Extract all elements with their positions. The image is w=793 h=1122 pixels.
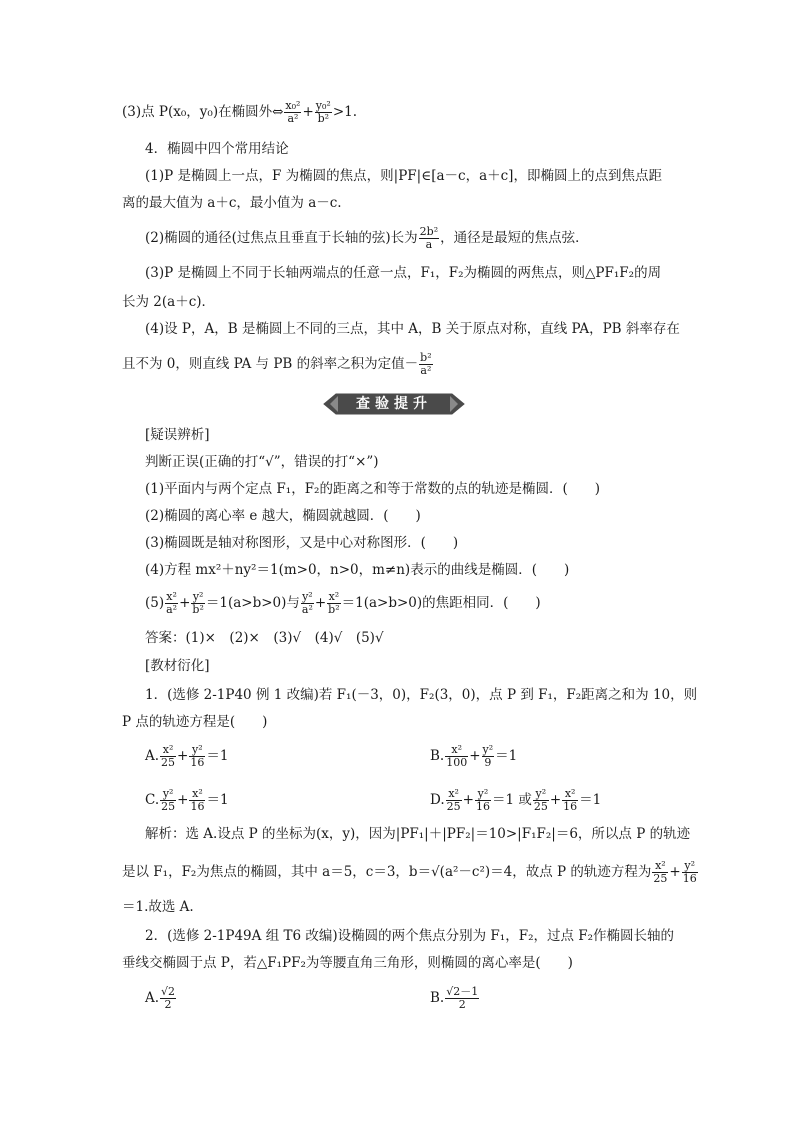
plus: + <box>177 792 189 808</box>
option-letter: B. <box>430 990 445 1006</box>
quiz-item-3: (3)椭圆既是轴对称图形，又是中心对称图形．( ) <box>145 535 459 551</box>
ellipse-outside-condition <box>122 100 357 125</box>
numerator: y₀² <box>315 99 331 112</box>
numerator: x² <box>166 590 177 603</box>
text: ＝1 <box>206 792 229 808</box>
fraction <box>189 788 205 813</box>
denominator: a² <box>287 112 299 125</box>
numerator: y² <box>475 788 491 801</box>
fraction <box>301 591 314 616</box>
option-letter: D. <box>430 792 445 808</box>
numerator: y² <box>192 590 204 603</box>
fraction <box>327 591 340 616</box>
option-letter: B. <box>430 748 445 764</box>
denominator: a² <box>301 603 313 616</box>
plus: + <box>469 748 481 764</box>
text: 是以 F₁，F₂为焦点的椭圆，其中 a＝5，c＝3，b＝√(a²－c²)＝4，故点 P 的轨迹方程为 <box>122 864 652 880</box>
conclusion-3-line-1: (3)P 是椭圆上不同于长轴两端点的任意一点，F₁，F₂为椭圆的两焦点，则△PF₁F₂的周 <box>145 265 662 281</box>
numerator: 2b² <box>419 225 439 238</box>
quiz-tag: [疑误辨析] <box>145 427 210 443</box>
denominator: 16 <box>563 800 578 813</box>
problem-2-line-1: 2．(选修 2-1P49A 组 T6 改编)设椭圆的两个焦点分别为 F₁，F₂，过点 F₂作椭圆长轴的 <box>145 928 675 944</box>
text: (2)椭圆的通径(过焦点且垂直于长轴的弦)长为 <box>145 230 418 246</box>
quiz-item-4: (4)方程 mx²＋ny²＝1(m>0，n>0，m≠n)表示的曲线是椭圆．( ) <box>145 562 570 578</box>
plus: + <box>314 595 327 611</box>
text: 且不为 0，则直线 PA 与 PB 的斜率之积为定值－ <box>122 356 419 372</box>
conclusion-2 <box>145 226 589 251</box>
conclusion-4-line-2 <box>122 352 434 377</box>
fraction <box>191 591 204 616</box>
quiz-item-2: (2)椭圆的离心率 e 越大，椭圆就越圆．( ) <box>145 508 421 524</box>
denominator: 16 <box>190 800 205 813</box>
fraction <box>445 986 479 1011</box>
problem-2-option-a <box>145 986 177 1011</box>
denominator: 2 <box>164 998 172 1011</box>
text: ＝1 <box>495 748 518 764</box>
plus: + <box>179 595 191 611</box>
numerator: x² <box>562 788 578 801</box>
quiz-item-1: (1)平面内与两个定点 F₁，F₂的距离之和等于常数的点的轨迹是椭圆．( ) <box>145 481 601 497</box>
conclusion-1-line-1: (1)P 是椭圆上一点，F 为椭圆的焦点，则|PF|∈[a－c，a＋c]，即椭圆上的点到焦点距 <box>145 168 662 184</box>
numerator: y² <box>482 743 494 756</box>
fraction <box>533 788 549 813</box>
fraction <box>160 744 176 769</box>
fraction <box>315 100 332 125</box>
numerator: x² <box>445 744 468 757</box>
text: ＝1 <box>206 748 229 764</box>
text: ＝1(a>b>0)的焦距相同．( ) <box>341 595 541 611</box>
plus: + <box>177 748 189 764</box>
denominator: 100 <box>446 756 468 769</box>
fraction <box>419 352 432 377</box>
option-c <box>145 788 229 813</box>
section-title: 4．椭圆中四个常用结论 <box>145 141 289 157</box>
quiz-answer: 答案：(1)× (2)× (3)√ (4)√ (5)√ <box>145 630 384 646</box>
fraction <box>682 860 698 885</box>
numerator: b² <box>420 351 432 364</box>
fraction <box>445 744 468 769</box>
conclusion-1-line-2: 离的最大值为 a＋c，最小值为 a－c. <box>122 195 342 211</box>
denominator: a² <box>166 603 178 616</box>
numerator: y² <box>682 860 698 873</box>
numerator: x₀² <box>285 99 301 112</box>
textbook-tag: [教材衍化] <box>145 658 210 674</box>
numerator: x² <box>446 788 462 801</box>
text: >1. <box>332 104 358 120</box>
denominator: b² <box>317 112 330 125</box>
option-letter: A. <box>145 748 160 764</box>
denominator: a <box>425 238 433 251</box>
numerator: y² <box>160 788 176 801</box>
text: ＝1 <box>579 792 602 808</box>
fraction <box>482 744 495 769</box>
denominator: b² <box>192 603 204 616</box>
fraction <box>652 860 668 885</box>
denominator: 16 <box>682 872 697 885</box>
problem-1-line-1: 1．(选修 2-1P40 例 1 改编)若 F₁(－3，0)，F₂(3，0)，点 P 到 F₁，F₂距离之和为 10，则 <box>145 687 698 703</box>
quiz-intro: 判断正误(正确的打“√”，错误的打“×”) <box>145 454 379 470</box>
solution-line-3: ＝1.故选 A. <box>122 899 194 915</box>
fraction <box>160 788 176 813</box>
plus: + <box>549 792 562 808</box>
numerator: √2 <box>161 985 176 998</box>
plus: + <box>669 864 681 880</box>
denominator: 25 <box>161 756 176 769</box>
denominator: 16 <box>475 800 490 813</box>
fraction <box>284 100 301 125</box>
problem-2-option-b <box>430 986 480 1011</box>
conclusion-3-line-2: 长为 2(a＋c)． <box>122 294 216 310</box>
banner-label: 查验提升 <box>356 396 432 412</box>
option-letter: C. <box>145 792 160 808</box>
denominator: 25 <box>653 872 668 885</box>
fraction <box>562 788 578 813</box>
fraction <box>165 591 178 616</box>
denominator: b² <box>328 603 340 616</box>
option-b <box>430 744 517 769</box>
numerator: x² <box>160 744 176 757</box>
option-a <box>145 744 228 769</box>
numerator: y² <box>302 590 313 603</box>
numerator: y² <box>189 744 205 757</box>
denominator: a² <box>420 364 432 377</box>
text: ＝1(a>b>0)与 <box>205 595 300 611</box>
quiz-item-5 <box>145 591 541 616</box>
option-d <box>430 788 601 813</box>
problem-2-line-2: 垂线交椭圆于点 P，若△F₁PF₂为等腰直角三角形，则椭圆的离心率是( ) <box>122 955 573 971</box>
section-banner <box>322 392 466 416</box>
numerator: x² <box>328 590 340 603</box>
numerator: x² <box>652 860 668 873</box>
denominator: 25 <box>446 800 461 813</box>
numerator: y² <box>533 788 549 801</box>
conclusion-4-line-1: (4)设 P，A，B 是椭圆上不同的三点，其中 A，B 关于原点对称，直线 PA，PB 斜率存在 <box>145 321 680 337</box>
fraction <box>446 788 462 813</box>
problem-1-line-2: P 点的轨迹方程是( ) <box>122 714 268 730</box>
denominator: 16 <box>190 756 205 769</box>
plus: + <box>302 104 314 120</box>
denominator: 9 <box>484 756 492 769</box>
option-letter: A. <box>145 990 160 1006</box>
text: (3)点 P(x₀，y₀)在椭圆外⇔ <box>122 104 284 120</box>
fraction <box>475 788 491 813</box>
denominator: 25 <box>533 800 548 813</box>
text: (5) <box>145 595 165 611</box>
plus: + <box>462 792 474 808</box>
text: ，通径是最短的焦点弦． <box>440 230 589 246</box>
text: ＝1 或 <box>491 792 532 808</box>
solution-line-1: 解析：选 A.设点 P 的坐标为(x，y)，因为|PF₁|＋|PF₂|＝10>|F₁F₂|＝6，所以点 P 的轨迹 <box>145 826 691 842</box>
fraction <box>160 986 176 1011</box>
numerator: x² <box>189 788 205 801</box>
denominator: 2 <box>458 998 466 1011</box>
denominator: 25 <box>161 800 176 813</box>
solution-line-2 <box>122 860 699 885</box>
numerator: √2－1 <box>446 985 479 998</box>
fraction <box>189 744 205 769</box>
fraction <box>419 226 439 251</box>
